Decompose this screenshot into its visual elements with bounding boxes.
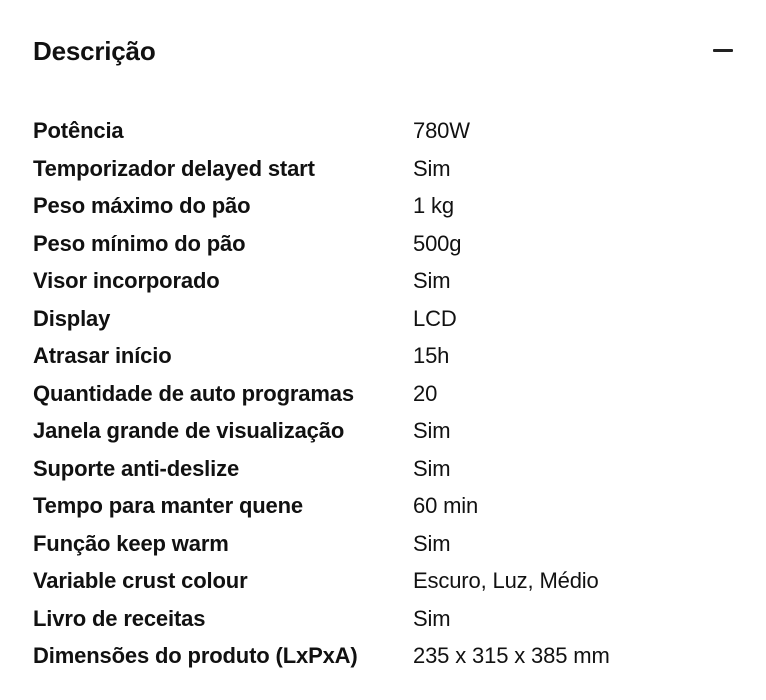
- spec-row-crust-colour: [0, 562, 766, 599]
- spec-value: Sim: [413, 155, 451, 181]
- minus-icon: [713, 49, 733, 52]
- spec-row-display: [0, 300, 766, 337]
- spec-row-peso-minimo: [0, 225, 766, 262]
- spec-row-suporte: [0, 450, 766, 487]
- spec-label: Tempo para manter quene: [33, 493, 303, 518]
- collapse-button[interactable]: [706, 36, 740, 66]
- spec-value: 1 kg: [413, 193, 454, 218]
- spec-row-tempo-manter: [0, 487, 766, 524]
- spec-label: Potência: [33, 118, 124, 143]
- spec-label: Display: [33, 305, 111, 331]
- spec-value: 235 x 315 x 385 mm: [413, 643, 610, 668]
- spec-label: Quantidade de auto programas: [33, 380, 354, 406]
- section-title: Descrição: [33, 36, 156, 66]
- spec-value: Sim: [413, 455, 451, 481]
- spec-label: Variable crust colour: [33, 568, 248, 593]
- spec-row-livro-receitas: [0, 600, 766, 637]
- spec-value: Sim: [413, 605, 451, 631]
- description-section-header[interactable]: [0, 0, 766, 100]
- spec-label: Suporte anti-deslize: [33, 455, 240, 481]
- spec-value: Sim: [413, 268, 451, 293]
- spec-label: Visor incorporado: [33, 268, 220, 293]
- spec-value: 60 min: [413, 493, 479, 518]
- spec-label: Função keep warm: [33, 530, 229, 556]
- spec-label: Atrasar início: [33, 343, 172, 368]
- spec-row-peso-maximo: [0, 187, 766, 224]
- spec-value: Sim: [413, 530, 451, 556]
- spec-value: Escuro, Luz, Médio: [413, 568, 599, 593]
- spec-row-atrasar-inicio: [0, 337, 766, 374]
- spec-row-janela: [0, 412, 766, 449]
- spec-value: 15h: [413, 343, 450, 368]
- spec-label: Livro de receitas: [33, 605, 206, 631]
- spec-value: 780W: [413, 118, 470, 143]
- spec-label: Peso máximo do pão: [33, 193, 251, 218]
- spec-label: Temporizador delayed start: [33, 155, 315, 181]
- spec-label: Janela grande de visualização: [33, 418, 345, 443]
- spec-row-temporizador: [0, 150, 766, 187]
- spec-row-visor: [0, 262, 766, 299]
- spec-row-auto-programas: [0, 375, 766, 412]
- spec-value: 500g: [413, 230, 462, 256]
- spec-row-keep-warm: [0, 525, 766, 562]
- spec-value: Sim: [413, 418, 451, 443]
- spec-label: Peso mínimo do pão: [33, 230, 246, 256]
- spec-value: 20: [413, 380, 438, 406]
- spec-row-dimensoes: [0, 637, 766, 674]
- spec-value: LCD: [413, 305, 457, 331]
- spec-row-potencia: [0, 112, 766, 149]
- spec-label: Dimensões do produto (LxPxA): [33, 643, 358, 668]
